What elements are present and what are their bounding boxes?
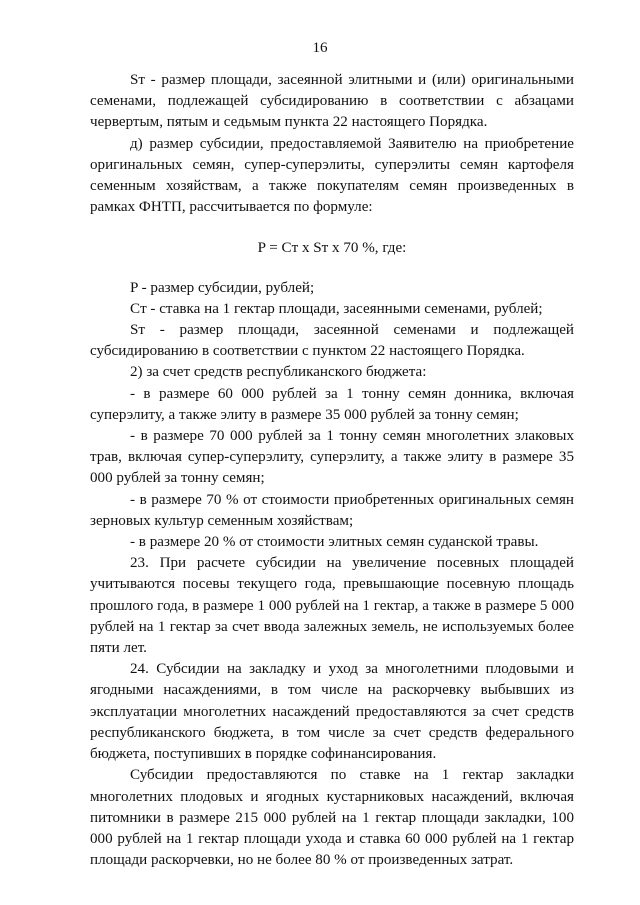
list-item: - в размере 60 000 рублей за 1 тонну семян донника, включая суперэлиту, а также элиту в размере 35 000 рублей за тонну семян;: [90, 385, 574, 423]
paragraph: д) размер субсидии, предоставляемой Заявителю на приобретение оригинальных семян, супер-суперэлиты, суперэлиты семян картофеля семенным хозяйствам, а также покупателям семян произведенных в рамках ФНТП, рассчитывается по формуле:: [90, 135, 574, 216]
list-item: - в размере 70 000 рублей за 1 тонну семян многолетних злаковых трав, включая супер-суперэлиту, суперэлиту, а также элиту в размере 35 000 рублей за тонну семян;: [90, 428, 574, 487]
paragraph: Субсидии предоставляются по ставке на 1 гектар закладки многолетних плодовых и ягодных кустарниковых насаждений, включая питомники в размере 215 000 рублей на 1 гектар площади закладки, 100 000 рублей на 1 гектар площади ухода и ставка 60 000 рублей на 1 гектар площади раскорчевки, но не более 80 % от произведенных затрат.: [90, 767, 574, 869]
document-body: [90, 70, 574, 871]
paragraph: 23. При расчете субсидии на увеличение посевных площадей учитываются посевы текущего года, превышающие посевную площадь прошлого года, в размере 1 000 рублей на 1 гектар, а также в размере 5 000 рублей на 1 гектар за счет ввода залежных земель, не используемых более пяти лет.: [90, 555, 574, 657]
paragraph: Cт - ставка на 1 гектар площади, засеянными семенами, рублей;: [130, 300, 543, 317]
paragraph: P - размер субсидии, рублей;: [130, 279, 315, 296]
list-item: - в размере 20 % от стоимости элитных семян суданской травы.: [130, 534, 539, 551]
paragraph: 24. Субсидии на закладку и уход за многолетними плодовыми и ягодными насаждениями, в том числе на раскорчевку выбывших из эксплуатации многолетних насаждений предоставляются за счет средств республиканского бюджета, в том числе за счет средств федерального бюджета, поступивших в порядке софинансирования.: [90, 661, 574, 763]
paragraph: Sт - размер площади, засеянной семенами и подлежащей субсидированию в соответствии с пунктом 22 настоящего Порядка.: [90, 322, 574, 360]
list-item: - в размере 70 % от стоимости приобретенных оригинальных семян зерновых культур семенным хозяйствам;: [90, 491, 574, 529]
paragraph: Sт - размер площади, засеянной элитными и (или) оригинальными семенами, подлежащей субсидированию в соответствии с абзацами червертым, пятым и седьмым пункта 22 настоящего Порядка.: [90, 72, 574, 131]
paragraph: 2) за счет средств республиканского бюджета:: [130, 364, 427, 381]
formula: P = Cт x Sт x 70 %, где:: [257, 240, 407, 257]
page-number: 16: [312, 40, 328, 56]
